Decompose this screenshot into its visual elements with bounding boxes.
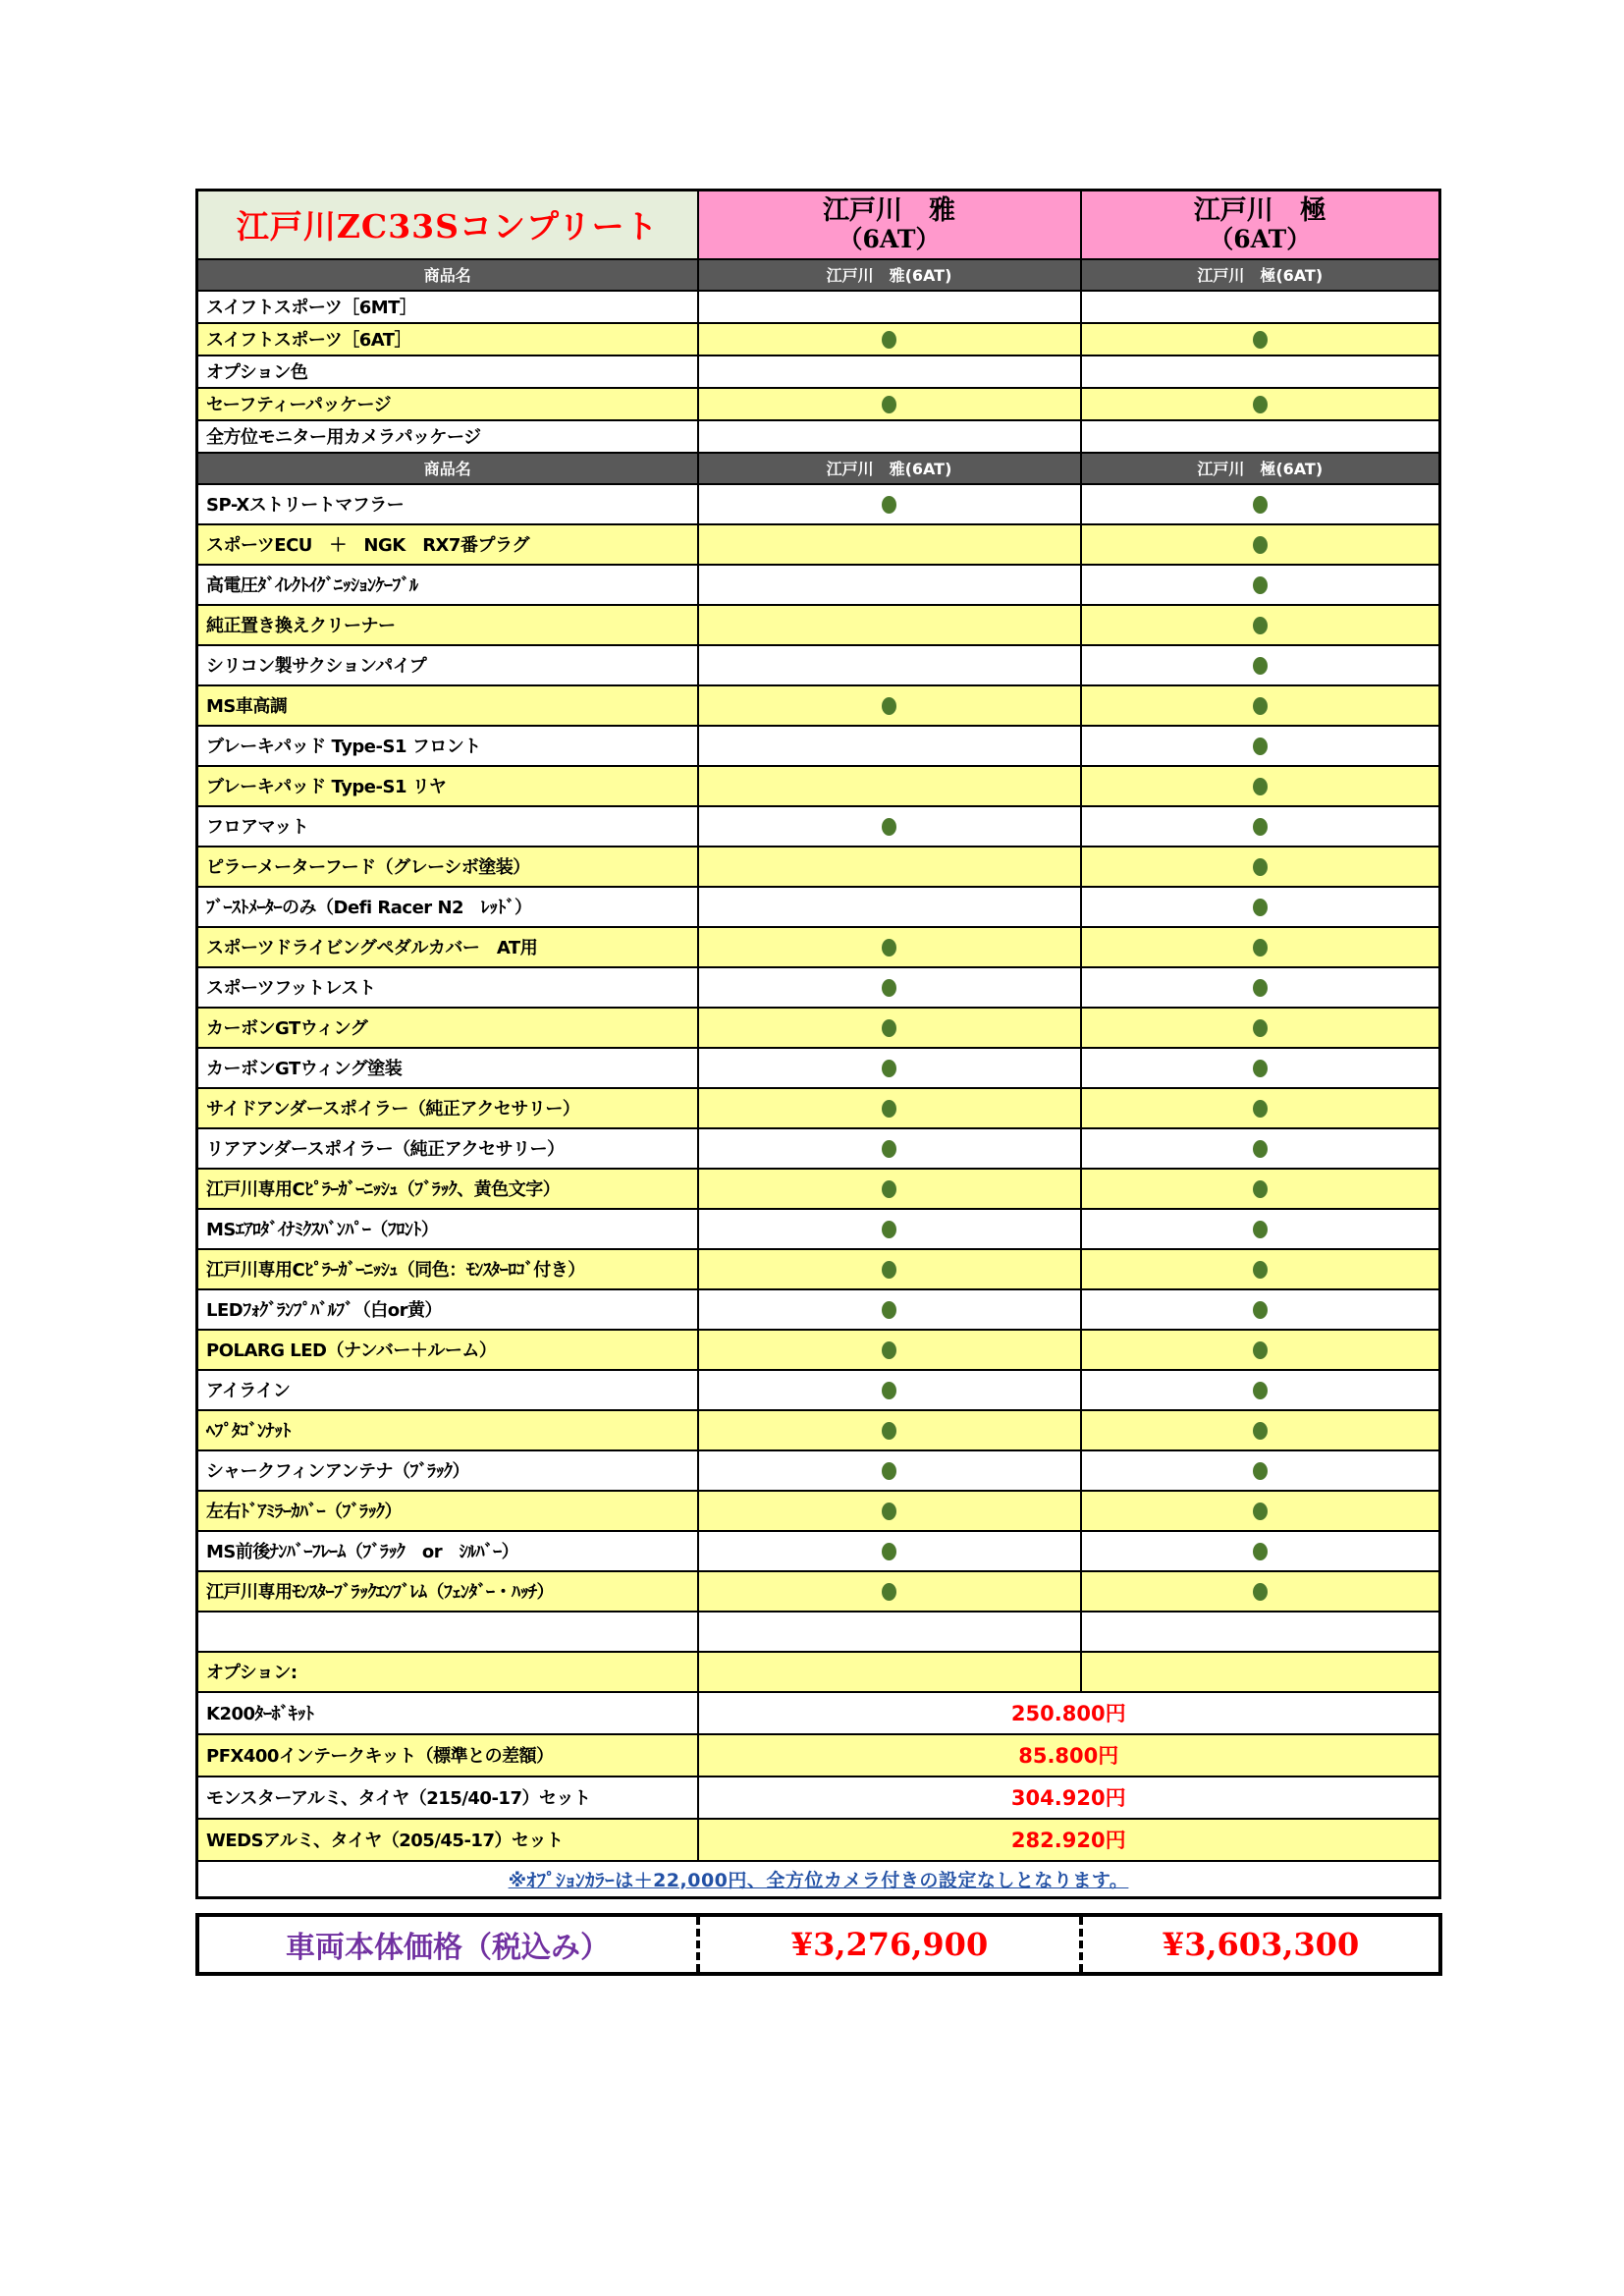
table-row [197, 1169, 1440, 1209]
included-dot [1253, 617, 1268, 634]
miyabi-cell [698, 323, 1081, 355]
comparison-table [195, 189, 1441, 1899]
table-row [197, 605, 1440, 645]
table-row [197, 1612, 1440, 1652]
included-dot [1253, 1583, 1268, 1601]
table-row [197, 323, 1440, 355]
miyabi-cell [698, 1169, 1081, 1209]
miyabi-cell [698, 927, 1081, 967]
included-dot [1253, 1100, 1268, 1118]
table-row [197, 685, 1440, 726]
option-price: 282.920円 [698, 1819, 1440, 1861]
kiwami-cell [1081, 1249, 1440, 1289]
table-row [197, 1209, 1440, 1249]
table-row [197, 1450, 1440, 1491]
product-name: LEDﾌｫｸﾞﾗﾝﾌﾟﾊﾞﾙﾌﾞ（白or黄） [197, 1289, 698, 1330]
table-row [197, 291, 1440, 323]
table-row [197, 1571, 1440, 1612]
kiwami-cell [1081, 323, 1440, 355]
kiwami-cell [1081, 1491, 1440, 1531]
option-name: K200ﾀｰﾎﾞｷｯﾄ [197, 1692, 698, 1734]
subheader-product-col: 商品名 [197, 259, 698, 291]
note-cell [197, 1861, 1440, 1898]
subheader-miyabi-col: 江戸川 雅(6AT) [698, 453, 1081, 484]
product-name: 全方位モニター用カメラパッケージ [197, 420, 698, 453]
included-dot [1253, 818, 1268, 836]
product-name: 高電圧ﾀﾞｲﾚｸﾄｲｸﾞﾆｯｼｮﾝｹｰﾌﾞﾙ [197, 565, 698, 605]
included-dot [1253, 979, 1268, 997]
model-header-miyabi [698, 191, 1081, 259]
subheader-kiwami-col: 江戸川 極(6AT) [1081, 259, 1440, 291]
table-row [197, 1531, 1440, 1571]
kiwami-cell [1081, 1370, 1440, 1410]
product-name: オプション: [197, 1652, 698, 1692]
product-name: ﾍﾌﾟﾀｺﾞﾝﾅｯﾄ [197, 1410, 698, 1450]
kiwami-cell [1081, 355, 1440, 388]
product-name: 江戸川専用ﾓﾝｽﾀｰﾌﾞﾗｯｸｴﾝﾌﾞﾚﾑ（ﾌｪﾝﾀﾞｰ・ﾊｯﾁ） [197, 1571, 698, 1612]
included-dot [882, 1543, 896, 1560]
kiwami-cell [1081, 1652, 1440, 1692]
kiwami-cell [1081, 967, 1440, 1008]
included-dot [1253, 778, 1268, 795]
miyabi-cell [698, 806, 1081, 847]
included-dot [1253, 331, 1268, 349]
options-section [197, 1692, 1440, 1861]
included-dot [882, 1140, 896, 1158]
sheet-title: 江戸川ZC33Sコンプリート [197, 191, 698, 259]
included-dot [1253, 858, 1268, 876]
miyabi-cell [698, 388, 1081, 420]
table-wrap [195, 189, 1438, 1976]
product-name: ピラーメーターフード（グレーシボ塗装） [197, 847, 698, 887]
table-row [197, 1249, 1440, 1289]
included-dot [882, 396, 896, 413]
product-name: ブレーキパッド Type-S1 リヤ [197, 766, 698, 806]
kiwami-cell [1081, 605, 1440, 645]
subheader-miyabi-col: 江戸川 雅(6AT) [698, 259, 1081, 291]
kiwami-cell [1081, 1450, 1440, 1491]
model-name-kiwami: 江戸川 極 [1193, 194, 1326, 226]
included-dot [882, 331, 896, 349]
kiwami-cell [1081, 887, 1440, 927]
included-dot [882, 1060, 896, 1077]
product-name: MSｴｱﾛﾀﾞｲﾅﾐｸｽﾊﾞﾝﾊﾟｰ（ﾌﾛﾝﾄ） [197, 1209, 698, 1249]
option-row [197, 1692, 1440, 1734]
table-row [197, 1048, 1440, 1088]
kiwami-cell [1081, 420, 1440, 453]
kiwami-cell [1081, 1169, 1440, 1209]
kiwami-cell [1081, 1048, 1440, 1088]
included-dot [882, 939, 896, 957]
product-name: 江戸川専用Cﾋﾟﾗｰｶﾞｰﾆｯｼｭ（ﾌﾞﾗｯｸ、黄色文字） [197, 1169, 698, 1209]
included-dot [1253, 1462, 1268, 1480]
included-dot [1253, 536, 1268, 554]
product-name: スポーツドライビングペダルカバー AT用 [197, 927, 698, 967]
included-dot [882, 1019, 896, 1037]
included-dot [882, 1583, 896, 1601]
included-dot [882, 1221, 896, 1238]
table-row [197, 645, 1440, 685]
miyabi-cell [698, 1571, 1081, 1612]
miyabi-cell [698, 1128, 1081, 1169]
kiwami-cell [1081, 847, 1440, 887]
product-name: 純正置き換えクリーナー [197, 605, 698, 645]
kiwami-cell [1081, 726, 1440, 766]
miyabi-cell [698, 291, 1081, 323]
product-name: オプション色 [197, 355, 698, 388]
option-row [197, 1819, 1440, 1861]
product-name: サイドアンダースポイラー（純正アクセサリー） [197, 1088, 698, 1128]
table-row [197, 726, 1440, 766]
miyabi-cell [698, 847, 1081, 887]
kiwami-cell [1081, 1209, 1440, 1249]
product-name: アイライン [197, 1370, 698, 1410]
table-row [197, 967, 1440, 1008]
included-dot [882, 1100, 896, 1118]
included-dot [1253, 1422, 1268, 1440]
table-row [197, 806, 1440, 847]
table-row [197, 1491, 1440, 1531]
kiwami-cell [1081, 1330, 1440, 1370]
included-dot [1253, 1221, 1268, 1238]
subheader-product-col: 商品名 [197, 453, 698, 484]
option-color-note: ※ｵﾌﾟｼｮﾝｶﾗｰは＋22,000円、全方位カメラ付きの設定なしとなります。 [508, 1869, 1129, 1891]
kiwami-cell [1081, 565, 1440, 605]
kiwami-cell [1081, 524, 1440, 565]
kiwami-cell [1081, 1008, 1440, 1048]
included-dot [1253, 1341, 1268, 1359]
miyabi-cell [698, 685, 1081, 726]
included-dot [882, 496, 896, 514]
included-dot [1253, 1180, 1268, 1198]
miyabi-cell [698, 1209, 1081, 1249]
included-dot [882, 979, 896, 997]
kiwami-cell [1081, 1410, 1440, 1450]
table-row [197, 388, 1440, 420]
note-row [197, 1861, 1440, 1898]
kiwami-cell [1081, 1571, 1440, 1612]
included-dot [1253, 576, 1268, 594]
table-row [197, 1370, 1440, 1410]
included-dot [1253, 1301, 1268, 1319]
miyabi-cell [698, 1289, 1081, 1330]
included-dot [1253, 738, 1268, 755]
product-name: セーフティーパッケージ [197, 388, 698, 420]
table-row [197, 1128, 1440, 1169]
miyabi-cell [698, 524, 1081, 565]
included-dot [1253, 899, 1268, 916]
subheader-row-2 [197, 453, 1440, 484]
total-price-miyabi: ¥3,276,900 [698, 1915, 1081, 1974]
included-dot [882, 1180, 896, 1198]
miyabi-cell [698, 1612, 1081, 1652]
option-price: 304.920円 [698, 1777, 1440, 1819]
included-dot [1253, 697, 1268, 715]
miyabi-cell [698, 484, 1081, 524]
table-row [197, 766, 1440, 806]
table-row [197, 1330, 1440, 1370]
included-dot [882, 697, 896, 715]
miyabi-cell [698, 420, 1081, 453]
miyabi-cell [698, 1410, 1081, 1450]
included-dot [882, 1503, 896, 1520]
product-name: スイフトスポーツ［6AT］ [197, 323, 698, 355]
miyabi-cell [698, 1450, 1081, 1491]
product-name: SP-Xストリートマフラー [197, 484, 698, 524]
product-name: スイフトスポーツ［6MT］ [197, 291, 698, 323]
table-row [197, 420, 1440, 453]
miyabi-cell [698, 1008, 1081, 1048]
total-price-table [195, 1913, 1442, 1976]
product-name: カーボンGTウィング [197, 1008, 698, 1048]
product-name: POLARG LED（ナンバー＋ルーム） [197, 1330, 698, 1370]
product-name [197, 1612, 698, 1652]
total-price-kiwami: ¥3,603,300 [1081, 1915, 1440, 1974]
included-dot [882, 1382, 896, 1399]
option-name: WEDSアルミ、タイヤ（205/45-17）セット [197, 1819, 698, 1861]
table-row [197, 1289, 1440, 1330]
miyabi-cell [698, 1491, 1081, 1531]
table-row [197, 1088, 1440, 1128]
miyabi-cell [698, 1370, 1081, 1410]
table-row [197, 1652, 1440, 1692]
kiwami-cell [1081, 766, 1440, 806]
kiwami-cell [1081, 1531, 1440, 1571]
option-price: 250.800円 [698, 1692, 1440, 1734]
included-dot [882, 818, 896, 836]
included-dot [882, 1462, 896, 1480]
miyabi-cell [698, 726, 1081, 766]
subheader-row-1 [197, 259, 1440, 291]
miyabi-cell [698, 887, 1081, 927]
product-name: MS車高調 [197, 685, 698, 726]
miyabi-cell [698, 565, 1081, 605]
included-dot [1253, 1382, 1268, 1399]
included-dot [1253, 1140, 1268, 1158]
base-car-section [197, 291, 1440, 453]
title-row [197, 191, 1440, 259]
product-name: ブレーキパッド Type-S1 フロント [197, 726, 698, 766]
product-name: 左右ﾄﾞｱﾐﾗｰｶﾊﾞｰ（ﾌﾞﾗｯｸ） [197, 1491, 698, 1531]
included-dot [882, 1261, 896, 1279]
subheader-kiwami-col: 江戸川 極(6AT) [1081, 453, 1440, 484]
miyabi-cell [698, 1330, 1081, 1370]
included-dot [882, 1341, 896, 1359]
included-dot [1253, 1060, 1268, 1077]
table-row [197, 524, 1440, 565]
included-dot [1253, 657, 1268, 675]
miyabi-cell [698, 605, 1081, 645]
included-dot [882, 1422, 896, 1440]
table-row [197, 484, 1440, 524]
parts-section [197, 484, 1440, 1692]
table-row [197, 355, 1440, 388]
option-price: 85.800円 [698, 1734, 1440, 1777]
spacer [195, 1899, 1438, 1913]
included-dot [1253, 1019, 1268, 1037]
table-row [197, 927, 1440, 967]
included-dot [1253, 1543, 1268, 1560]
product-name: 江戸川専用Cﾋﾟﾗｰｶﾞｰﾆｯｼｭ（同色：ﾓﾝｽﾀｰﾛｺﾞ付き） [197, 1249, 698, 1289]
included-dot [1253, 1503, 1268, 1520]
model-header-kiwami [1081, 191, 1440, 259]
table-row [197, 1008, 1440, 1048]
option-row [197, 1734, 1440, 1777]
table-row [197, 1410, 1440, 1450]
kiwami-cell [1081, 645, 1440, 685]
product-name: スポーツECU ＋ NGK RX7番プラグ [197, 524, 698, 565]
product-name: スポーツフットレスト [197, 967, 698, 1008]
option-name: PFX400インテークキット（標準との差額） [197, 1734, 698, 1777]
model-trans-miyabi: （6AT） [838, 224, 941, 253]
miyabi-cell [698, 1088, 1081, 1128]
kiwami-cell [1081, 291, 1440, 323]
miyabi-cell [698, 967, 1081, 1008]
miyabi-cell [698, 1652, 1081, 1692]
option-row [197, 1777, 1440, 1819]
included-dot [1253, 496, 1268, 514]
product-name: シャークフィンアンテナ（ﾌﾞﾗｯｸ） [197, 1450, 698, 1491]
miyabi-cell [698, 355, 1081, 388]
product-name: シリコン製サクションパイプ [197, 645, 698, 685]
kiwami-cell [1081, 927, 1440, 967]
product-name: ﾌﾞｰｽﾄﾒｰﾀｰのみ（Defi Racer N2 ﾚｯﾄﾞ） [197, 887, 698, 927]
miyabi-cell [698, 1048, 1081, 1088]
product-name: フロアマット [197, 806, 698, 847]
miyabi-cell [698, 645, 1081, 685]
table-row [197, 887, 1440, 927]
product-name: MS前後ﾅﾝﾊﾞｰﾌﾚｰﾑ（ﾌﾞﾗｯｸ or ｼﾙﾊﾞｰ） [197, 1531, 698, 1571]
product-name: カーボンGTウィング塗装 [197, 1048, 698, 1088]
total-price-label: 車両本体価格（税込み） [286, 1931, 610, 1965]
miyabi-cell [698, 766, 1081, 806]
product-name: リアアンダースポイラー（純正アクセサリー） [197, 1128, 698, 1169]
table-row [197, 847, 1440, 887]
kiwami-cell [1081, 1128, 1440, 1169]
miyabi-cell [698, 1531, 1081, 1571]
included-dot [1253, 939, 1268, 957]
option-name: モンスターアルミ、タイヤ（215/40-17）セット [197, 1777, 698, 1819]
kiwami-cell [1081, 1289, 1440, 1330]
total-price-row [197, 1915, 1440, 1974]
included-dot [1253, 396, 1268, 413]
included-dot [882, 1301, 896, 1319]
table-row [197, 565, 1440, 605]
miyabi-cell [698, 1249, 1081, 1289]
included-dot [1253, 1261, 1268, 1279]
kiwami-cell [1081, 1088, 1440, 1128]
model-name-miyabi: 江戸川 雅 [823, 194, 955, 226]
kiwami-cell [1081, 1612, 1440, 1652]
kiwami-cell [1081, 685, 1440, 726]
kiwami-cell [1081, 388, 1440, 420]
kiwami-cell [1081, 484, 1440, 524]
model-trans-kiwami: （6AT） [1209, 224, 1312, 253]
kiwami-cell [1081, 806, 1440, 847]
